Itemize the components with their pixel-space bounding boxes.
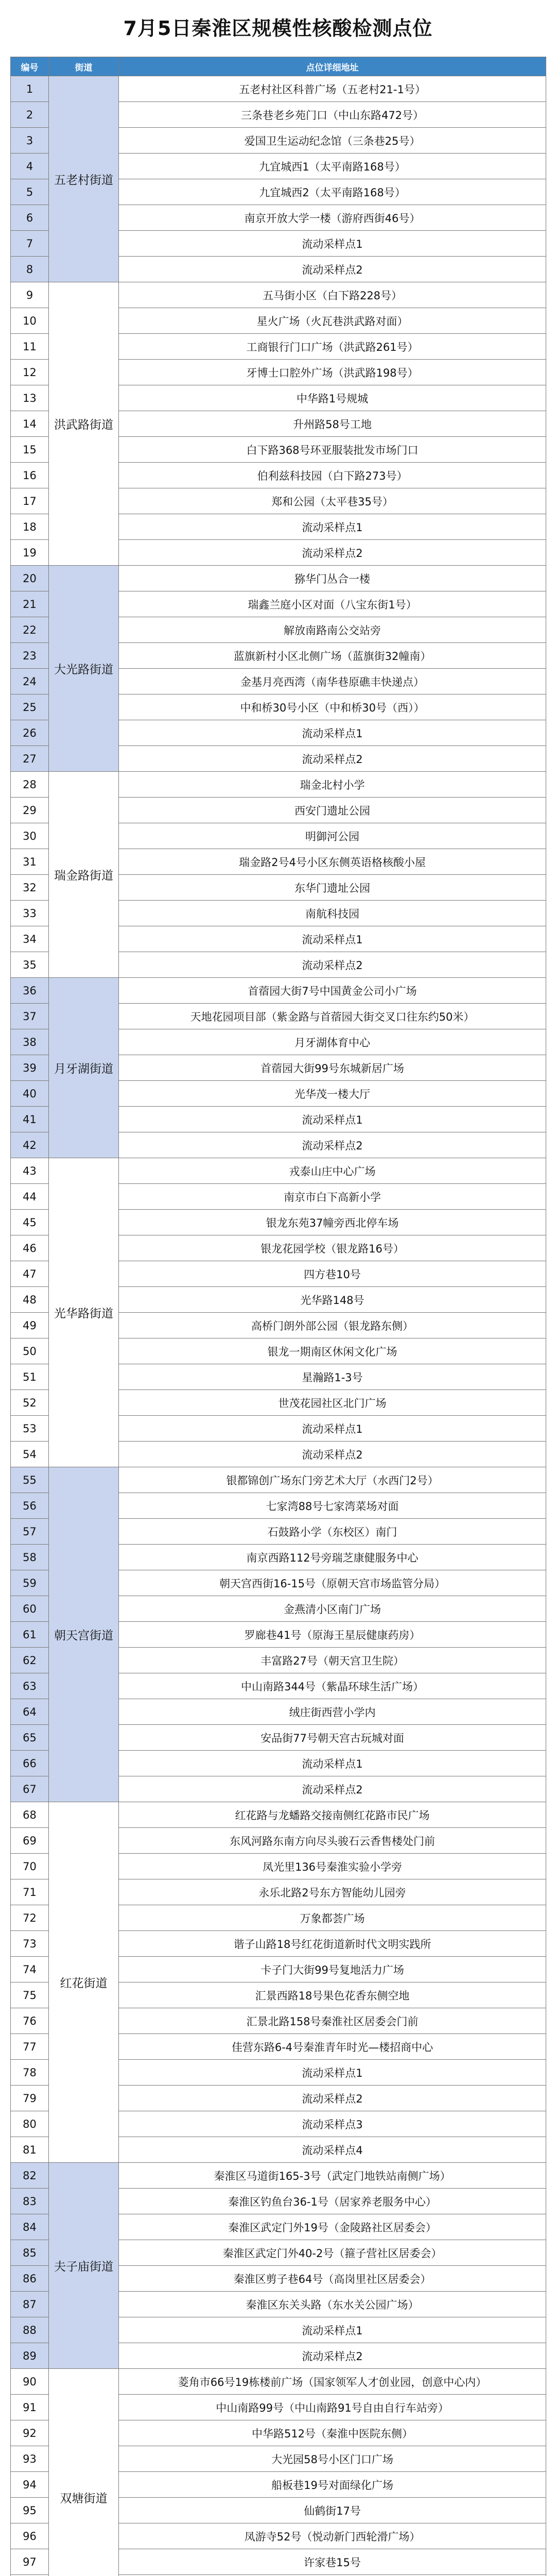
site-address: 高桥门朗外部公园（银龙路东侧） xyxy=(119,1313,546,1338)
row-index: 56 xyxy=(11,1493,49,1519)
row-index: 77 xyxy=(11,2034,49,2060)
site-address: 流动采样点4 xyxy=(119,2137,546,2163)
site-address: 罗廊巷41号（原海王星辰健康药房） xyxy=(119,1622,546,1648)
street-name: 朝天宫街道 xyxy=(49,1467,119,1802)
site-address: 凤光里136号秦淮实验小学旁 xyxy=(119,1854,546,1879)
row-index: 78 xyxy=(11,2060,49,2086)
header-index: 编号 xyxy=(11,57,49,76)
row-index: 96 xyxy=(11,2523,49,2549)
row-index: 61 xyxy=(11,1622,49,1648)
row-index: 80 xyxy=(11,2111,49,2137)
site-address: 七家湾88号七家湾菜场对面 xyxy=(119,1493,546,1519)
site-address: 瑞金北村小学 xyxy=(119,772,546,798)
row-index: 24 xyxy=(11,669,49,694)
row-index: 75 xyxy=(11,1982,49,2008)
row-index: 22 xyxy=(11,617,49,643)
row-index: 67 xyxy=(11,1776,49,1802)
site-address: 蓝旗新村小区北侧广场（蓝旗街32幢南） xyxy=(119,643,546,669)
row-index: 42 xyxy=(11,1132,49,1158)
site-address: 东华门遗址公园 xyxy=(119,875,546,901)
row-index: 38 xyxy=(11,1029,49,1055)
row-index: 73 xyxy=(11,1931,49,1957)
site-address: 银龙一期南区休闲文化广场 xyxy=(119,1338,546,1364)
site-address: 九宜城西1（太平南路168号） xyxy=(119,154,546,179)
row-index: 31 xyxy=(11,849,49,875)
table-row xyxy=(11,76,546,102)
street-name: 双塘街道 xyxy=(49,2369,119,2576)
row-index: 47 xyxy=(11,1261,49,1287)
row-index: 26 xyxy=(11,720,49,746)
site-address: 郑和公园（太平巷35号） xyxy=(119,488,546,514)
row-index: 58 xyxy=(11,1545,49,1570)
site-address: 流动采样点1 xyxy=(119,1107,546,1132)
street-name: 月牙湖街道 xyxy=(49,978,119,1158)
row-index: 41 xyxy=(11,1107,49,1132)
site-address: 流动采样点1 xyxy=(119,720,546,746)
row-index: 91 xyxy=(11,2395,49,2420)
site-address: 秦淮区钓鱼台36-1号（居家养老服务中心） xyxy=(119,2189,546,2214)
table-row xyxy=(11,2369,546,2395)
row-index: 2 xyxy=(11,102,49,128)
row-index: 76 xyxy=(11,2008,49,2034)
row-index: 40 xyxy=(11,1081,49,1107)
row-index: 15 xyxy=(11,437,49,463)
site-address: 天地花园项目部（紫金路与首蓿园大街交叉口往东约50米） xyxy=(119,1004,546,1029)
row-index: 88 xyxy=(11,2317,49,2343)
site-address: 流动采样点2 xyxy=(119,1442,546,1467)
site-address: 秦淮区马道街165-3号（武定门地铁站南侧广场） xyxy=(119,2163,546,2189)
row-index: 66 xyxy=(11,1751,49,1776)
site-address: 永乐北路2号东方智能幼儿园旁 xyxy=(119,1879,546,1905)
row-index: 12 xyxy=(11,360,49,385)
street-name: 五老村街道 xyxy=(49,76,119,282)
site-address: 中山南路99号（中山南路91号自由自行车站旁） xyxy=(119,2395,546,2420)
site-address: 瑞鑫兰庭小区对面（八宝东街1号） xyxy=(119,591,546,617)
row-index: 52 xyxy=(11,1390,49,1416)
row-index: 92 xyxy=(11,2420,49,2446)
site-address: 中华路1号规城 xyxy=(119,385,546,411)
row-index: 46 xyxy=(11,1235,49,1261)
site-address: 中华路512号（秦淮中医院东侧） xyxy=(119,2420,546,2446)
row-index: 28 xyxy=(11,772,49,798)
row-index: 14 xyxy=(11,411,49,437)
site-address: 凤游寺52号（悦动新门西轮滑广场） xyxy=(119,2523,546,2549)
site-address: 南京市白下高新小学 xyxy=(119,1184,546,1210)
row-index: 16 xyxy=(11,463,49,488)
testing-sites-table xyxy=(10,57,546,2576)
site-address: 五马街小区（白下路228号） xyxy=(119,282,546,308)
row-index: 53 xyxy=(11,1416,49,1442)
row-index: 29 xyxy=(11,798,49,823)
site-address: 秦淮区武定门外40-2号（箍子营社区居委会） xyxy=(119,2240,546,2266)
row-index: 43 xyxy=(11,1158,49,1184)
row-index: 89 xyxy=(11,2343,49,2369)
site-address: 丰富路27号（朝天宫卫生院） xyxy=(119,1648,546,1673)
row-index: 20 xyxy=(11,566,49,591)
site-address: 流动采样点2 xyxy=(119,2343,546,2369)
row-index: 39 xyxy=(11,1055,49,1081)
table-header-row xyxy=(11,57,546,76)
row-index: 95 xyxy=(11,2498,49,2523)
site-address: 流动采样点2 xyxy=(119,2086,546,2111)
row-index: 60 xyxy=(11,1596,49,1622)
site-address: 流动采样点1 xyxy=(119,926,546,952)
row-index: 70 xyxy=(11,1854,49,1879)
row-index: 97 xyxy=(11,2549,49,2575)
row-index: 21 xyxy=(11,591,49,617)
site-address: 流动采样点2 xyxy=(119,746,546,772)
row-index: 62 xyxy=(11,1648,49,1673)
site-address: 金基月亮西湾（南华巷原礁丰快递点） xyxy=(119,669,546,694)
site-address: 光华路148号 xyxy=(119,1287,546,1313)
row-index: 5 xyxy=(11,179,49,205)
site-address: 解放南路南公交站旁 xyxy=(119,617,546,643)
site-address: 银龙东苑37幢旁西北停车场 xyxy=(119,1210,546,1235)
row-index: 33 xyxy=(11,901,49,926)
site-address: 三条巷老乡苑门口（中山东路472号） xyxy=(119,102,546,128)
site-address: 世茂花园社区北门广场 xyxy=(119,1390,546,1416)
row-index: 30 xyxy=(11,823,49,849)
row-index: 79 xyxy=(11,2086,49,2111)
site-address: 船板巷19号对面绿化广场 xyxy=(119,2472,546,2498)
site-address: 星瀚路1-3号 xyxy=(119,1364,546,1390)
row-index: 64 xyxy=(11,1699,49,1725)
row-index: 18 xyxy=(11,514,49,540)
table-row xyxy=(11,566,546,591)
row-index: 71 xyxy=(11,1879,49,1905)
site-address: 汇景北路158号秦淮社区居委会门前 xyxy=(119,2008,546,2034)
row-index: 68 xyxy=(11,1802,49,1828)
table-row xyxy=(11,1802,546,1828)
site-address: 绒庄街西营小学内 xyxy=(119,1699,546,1725)
row-index: 44 xyxy=(11,1184,49,1210)
site-address: 流动采样点3 xyxy=(119,2111,546,2137)
row-index: 87 xyxy=(11,2292,49,2317)
site-address: 安品街77号朝天宫古玩城对面 xyxy=(119,1725,546,1751)
site-address: 首蓿园大街99号东城新居广场 xyxy=(119,1055,546,1081)
site-address: 瑞金路2号4号小区东侧英语格核酸小屋 xyxy=(119,849,546,875)
site-address: 流动采样点1 xyxy=(119,1751,546,1776)
row-index: 94 xyxy=(11,2472,49,2498)
street-name: 夫子庙街道 xyxy=(49,2163,119,2369)
row-index: 54 xyxy=(11,1442,49,1467)
site-address: 光华茂一楼大厅 xyxy=(119,1081,546,1107)
row-index: 85 xyxy=(11,2240,49,2266)
street-name: 洪武路街道 xyxy=(49,282,119,566)
site-address: 西安门遗址公园 xyxy=(119,798,546,823)
row-index: 10 xyxy=(11,308,49,334)
site-address: 银都锦创广场东门旁艺术大厅（水西门2号） xyxy=(119,1467,546,1493)
site-address: 五老村社区科普广场（五老村21-1号） xyxy=(119,76,546,102)
site-address: 流动采样点2 xyxy=(119,952,546,978)
row-index: 36 xyxy=(11,978,49,1004)
site-address: 中和桥30号小区（中和桥30号（西）） xyxy=(119,694,546,720)
row-index: 74 xyxy=(11,1957,49,1982)
site-address: 仙鹤街17号 xyxy=(119,2498,546,2523)
row-index: 86 xyxy=(11,2266,49,2292)
site-address: 金燕清小区南门广场 xyxy=(119,1596,546,1622)
site-address: 万象都荟广场 xyxy=(119,1905,546,1931)
row-index: 72 xyxy=(11,1905,49,1931)
site-address: 流动采样点1 xyxy=(119,231,546,257)
site-address: 菱角市66号19栋楼前广场（国家领军人才创业园，创意中心内） xyxy=(119,2369,546,2395)
row-index: 49 xyxy=(11,1313,49,1338)
row-index: 25 xyxy=(11,694,49,720)
site-address: 伯利兹科技园（白下路273号） xyxy=(119,463,546,488)
site-address: 爱国卫生运动纪念馆（三条巷25号） xyxy=(119,128,546,154)
site-address: 东风河路东南方向尽头骏石云香售楼处门前 xyxy=(119,1828,546,1854)
row-index: 19 xyxy=(11,540,49,566)
site-address: 流动采样点1 xyxy=(119,2060,546,2086)
site-address: 首蓿园大街7号中国黄金公司小广场 xyxy=(119,978,546,1004)
table-row xyxy=(11,978,546,1004)
street-name: 光华路街道 xyxy=(49,1158,119,1467)
site-address: 流动采样点2 xyxy=(119,1132,546,1158)
row-index: 32 xyxy=(11,875,49,901)
site-address: 谐子山路18号红花街道新时代文明实践所 xyxy=(119,1931,546,1957)
site-address: 南京西路112号旁瑞芝康健服务中心 xyxy=(119,1545,546,1570)
site-address: 红花路与龙蟠路交接南侧红花路市民广场 xyxy=(119,1802,546,1828)
table-row xyxy=(11,1158,546,1184)
header-street: 街道 xyxy=(49,57,119,76)
header-location: 点位详细地址 xyxy=(119,57,546,76)
site-address: 牙博士口腔外广场（洪武路198号） xyxy=(119,360,546,385)
row-index: 83 xyxy=(11,2189,49,2214)
site-address: 流动采样点2 xyxy=(119,257,546,282)
table-row xyxy=(11,2163,546,2189)
site-address: 秦淮区武定门外19号（金陵路社区居委会） xyxy=(119,2214,546,2240)
row-index: 4 xyxy=(11,154,49,179)
table-row xyxy=(11,282,546,308)
row-index: 23 xyxy=(11,643,49,669)
row-index: 50 xyxy=(11,1338,49,1364)
row-index: 82 xyxy=(11,2163,49,2189)
row-index: 13 xyxy=(11,385,49,411)
site-address: 猕华门丛合一楼 xyxy=(119,566,546,591)
site-address: 朝天宫西街16-15号（原朝天宫市场监管分局） xyxy=(119,1570,546,1596)
site-address: 大光园58号小区门口广场 xyxy=(119,2446,546,2472)
row-index: 37 xyxy=(11,1004,49,1029)
site-address: 流动采样点2 xyxy=(119,1776,546,1802)
row-index: 45 xyxy=(11,1210,49,1235)
row-index: 27 xyxy=(11,746,49,772)
site-address: 汇景西路18号果色花香东侧空地 xyxy=(119,1982,546,2008)
row-index: 57 xyxy=(11,1519,49,1545)
row-index: 59 xyxy=(11,1570,49,1596)
site-address: 佳营东路6-4号秦淮青年时光—楼招商中心 xyxy=(119,2034,546,2060)
row-index: 6 xyxy=(11,205,49,231)
row-index: 51 xyxy=(11,1364,49,1390)
row-index: 8 xyxy=(11,257,49,282)
site-address: 南京开放大学一楼（游府西街46号） xyxy=(119,205,546,231)
site-address: 流动采样点1 xyxy=(119,514,546,540)
site-address: 南航科技园 xyxy=(119,901,546,926)
row-index: 90 xyxy=(11,2369,49,2395)
site-address: 许家巷15号 xyxy=(119,2549,546,2575)
row-index: 81 xyxy=(11,2137,49,2163)
row-index: 93 xyxy=(11,2446,49,2472)
street-name: 瑞金路街道 xyxy=(49,772,119,978)
row-index: 84 xyxy=(11,2214,49,2240)
row-index: 34 xyxy=(11,926,49,952)
site-address: 戎泰山庄中心广场 xyxy=(119,1158,546,1184)
row-index: 48 xyxy=(11,1287,49,1313)
site-address: 流动采样点1 xyxy=(119,1416,546,1442)
row-index: 17 xyxy=(11,488,49,514)
site-address: 秦淮区东关头路（东水关公园广场） xyxy=(119,2292,546,2317)
row-index: 3 xyxy=(11,128,49,154)
row-index: 55 xyxy=(11,1467,49,1493)
street-name: 红花街道 xyxy=(49,1802,119,2163)
site-address: 秦淮区剪子巷64号（高岗里社区居委会） xyxy=(119,2266,546,2292)
site-address: 月牙湖体育中心 xyxy=(119,1029,546,1055)
row-index: 69 xyxy=(11,1828,49,1854)
site-address: 九宜城西2（太平南路168号） xyxy=(119,179,546,205)
row-index: 65 xyxy=(11,1725,49,1751)
site-address: 流动采样点2 xyxy=(119,540,546,566)
site-address: 白下路368号环亚服装批发市场门口 xyxy=(119,437,546,463)
site-address: 明御河公园 xyxy=(119,823,546,849)
site-address: 星火广场（火瓦巷洪武路对面） xyxy=(119,308,546,334)
site-address: 四方巷10号 xyxy=(119,1261,546,1287)
site-address: 卡子门大街99号复地活力广场 xyxy=(119,1957,546,1982)
row-index: 63 xyxy=(11,1673,49,1699)
site-address: 工商银行门口广场（洪武路261号） xyxy=(119,334,546,360)
site-address: 升州路58号工地 xyxy=(119,411,546,437)
table-row xyxy=(11,1467,546,1493)
row-index: 35 xyxy=(11,952,49,978)
row-index: 11 xyxy=(11,334,49,360)
row-index: 7 xyxy=(11,231,49,257)
street-name: 大光路街道 xyxy=(49,566,119,772)
row-index: 1 xyxy=(11,76,49,102)
site-address: 流动采样点1 xyxy=(119,2317,546,2343)
site-address: 银龙花园学校（银龙路16号） xyxy=(119,1235,546,1261)
row-index: 9 xyxy=(11,282,49,308)
site-address: 中山南路344号（紫晶环球生活广场） xyxy=(119,1673,546,1699)
site-address: 石鼓路小学（东校区）南门 xyxy=(119,1519,546,1545)
table-row xyxy=(11,772,546,798)
page-title: 7月5日秦淮区规模性核酸检测点位 xyxy=(123,17,433,40)
